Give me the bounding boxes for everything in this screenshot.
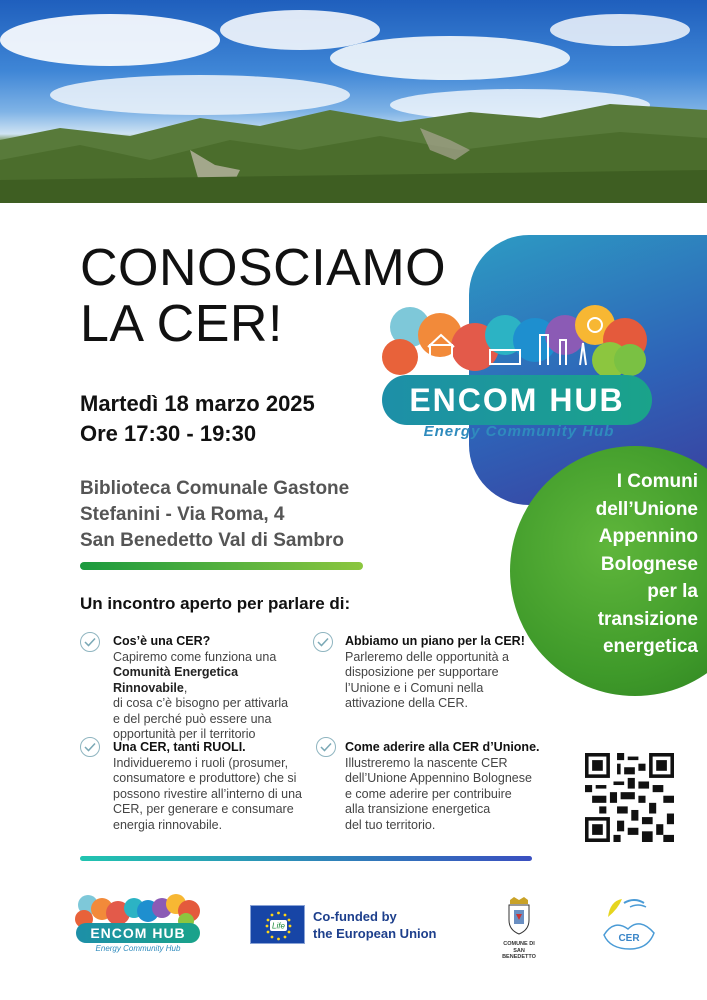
footer-divider xyxy=(80,856,532,861)
eu-line-1: Co-funded by xyxy=(313,909,397,924)
check-icon xyxy=(313,632,333,652)
encom-hub-wordmark: ENCOM HUB xyxy=(382,375,652,425)
topic-4-line-3: e come aderire per contribuire xyxy=(345,786,512,801)
circle-line-3: Appennino xyxy=(598,526,698,547)
topic-heading-1: Cos’è una CER? xyxy=(113,634,211,648)
coat-of-arms-icon xyxy=(504,896,534,936)
topic-2-line-1: Parleremo delle opportunità a xyxy=(345,649,509,664)
topic-4-line-4: alla transizione energetica xyxy=(345,802,491,816)
cer-logo-text: CER xyxy=(618,933,640,944)
life-logo-text: Life xyxy=(272,921,285,931)
topic-4-line-2: dell’Unione Appennino Bolognese xyxy=(345,771,532,785)
topic-3-line-1: Individueremo i ruoli (prosumer, xyxy=(113,755,289,770)
footer-encom-wordmark: ENCOM HUB xyxy=(76,923,200,943)
topic-item-2 xyxy=(345,634,545,712)
topic-1-line-5: opportunità per il territorio xyxy=(113,727,256,741)
title-line-2: LA CER! xyxy=(80,295,283,353)
circle-line-6: transizione xyxy=(597,608,698,630)
green-divider xyxy=(80,562,363,570)
hero-landscape-image xyxy=(0,0,707,203)
encom-hub-tagline: Energy Community Hub xyxy=(423,423,615,440)
topic-heading-4: Come aderire alla CER d’Unione. xyxy=(345,740,540,754)
topic-3-line-3: possono rivestire all’interno di una xyxy=(113,786,302,801)
topic-1-line-3: di cosa c’è bisogno per attivarla xyxy=(113,696,289,710)
eu-cofunded-text xyxy=(313,908,437,942)
event-venue xyxy=(80,476,349,554)
title-line-1: CONOSCIAMO xyxy=(80,239,447,297)
venue-line-1: Biblioteca Comunale Gastone xyxy=(80,478,350,499)
encom-hub-logo xyxy=(380,305,655,445)
venue-line-3: San Benedetto Val di Sambro xyxy=(80,530,344,551)
topic-2-line-3: l’Unione e i Comuni nella xyxy=(345,680,484,695)
footer-encom-hub-logo xyxy=(74,893,202,955)
event-date: Martedì 18 marzo 2025 xyxy=(80,391,315,416)
event-time: Ore 17:30 - 19:30 xyxy=(80,421,257,446)
topic-1-line-1: Capiremo come funziona una xyxy=(113,649,277,664)
circle-line-5: per la xyxy=(647,581,698,602)
eu-line-2: the European Union xyxy=(313,926,437,941)
circle-line-2: dell’Unione xyxy=(595,498,698,520)
intro-heading: Un incontro aperto per parlare di: xyxy=(80,594,351,613)
topic-item-3 xyxy=(113,740,313,833)
topic-3-line-2: consumatore e produttore) che si xyxy=(113,771,297,785)
energy-icons-illustration xyxy=(380,305,655,385)
topic-item-1 xyxy=(113,634,313,743)
topic-4-line-1: Illustreremo la nascente CER xyxy=(345,755,508,770)
comune-line-2: SAN BENEDETTO xyxy=(502,947,536,960)
circle-line-7: energetica xyxy=(602,636,698,657)
cer-logo xyxy=(600,895,658,953)
qr-code-icon[interactable] xyxy=(585,753,674,842)
footer-encom-tagline: Energy Community Hub xyxy=(95,944,181,953)
topic-item-4 xyxy=(345,740,545,833)
check-icon xyxy=(80,737,100,757)
topic-2-line-2: disposizione per supportare xyxy=(345,665,499,679)
circle-message xyxy=(548,468,698,661)
eu-flag-icon xyxy=(250,905,305,944)
topic-1-line-4: e del perché può essere una xyxy=(113,711,272,726)
topic-1-highlight: Comunità Energetica Rinnovabile xyxy=(113,665,239,695)
event-datetime xyxy=(80,389,315,449)
comune-logo xyxy=(497,896,541,961)
circle-line-4: Bolognese xyxy=(600,553,698,575)
check-icon xyxy=(80,632,100,652)
circle-line-1: I Comuni xyxy=(616,471,698,492)
topic-3-line-4: CER, per generare e consumare xyxy=(113,802,294,816)
topic-1-line-2 xyxy=(113,665,313,696)
topic-4-line-5: del tuo territorio. xyxy=(345,817,436,832)
topic-3-line-5: energia rinnovabile. xyxy=(113,817,223,832)
topic-heading-3: Una CER, tanti RUOLI. xyxy=(113,740,246,754)
venue-line-2: Stefanini - Via Roma, 4 xyxy=(80,504,285,525)
topic-1-comma: , xyxy=(183,680,188,695)
footer-energy-icons xyxy=(74,893,202,927)
topic-heading-2: Abbiamo un piano per la CER! xyxy=(345,634,525,648)
comune-line-1: COMUNE DI xyxy=(503,941,535,947)
check-icon xyxy=(316,737,336,757)
topic-2-line-4: attivazione della CER. xyxy=(345,696,468,710)
